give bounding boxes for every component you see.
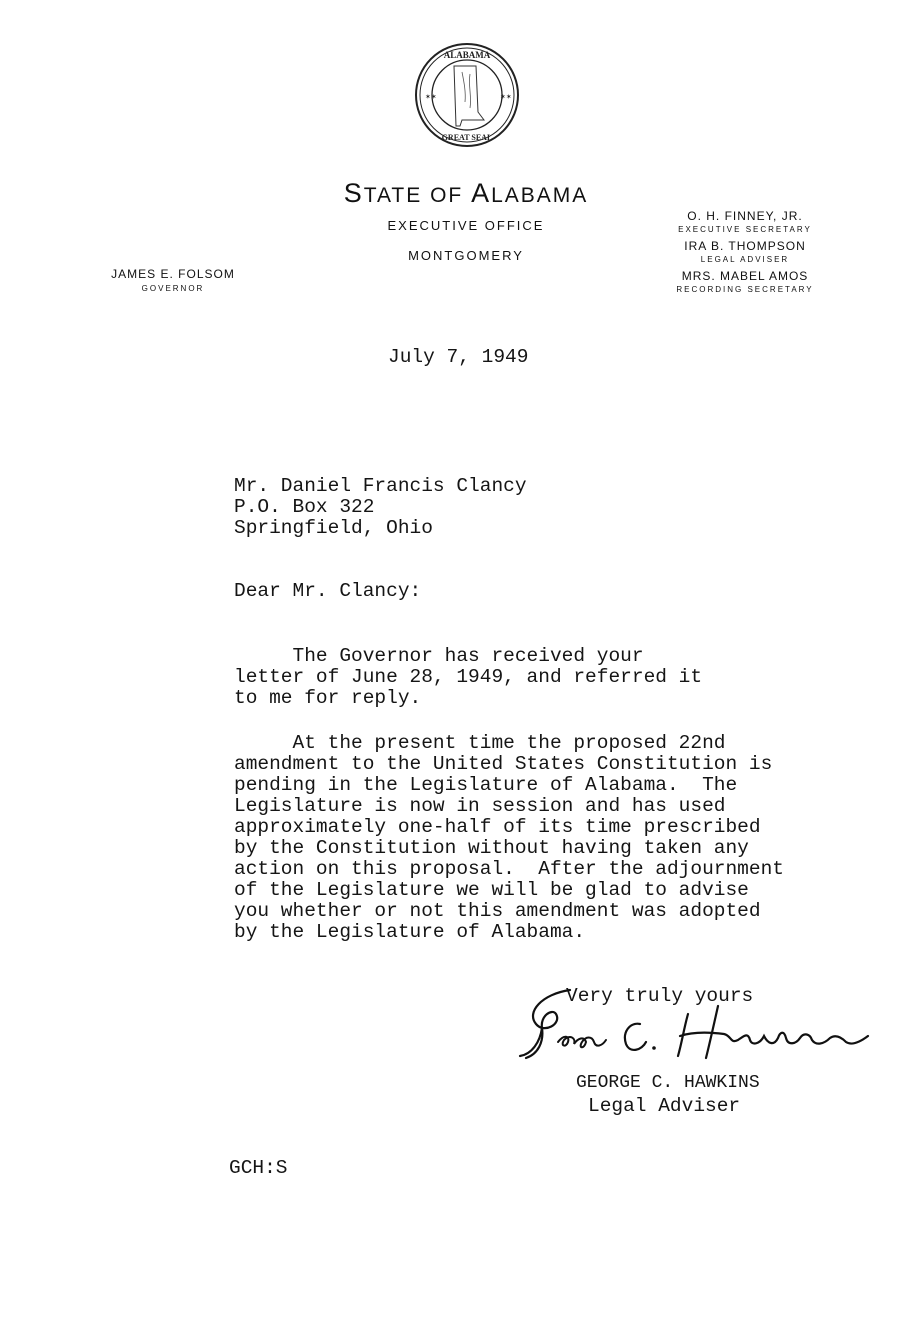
letter-date: July 7, 1949 — [388, 346, 529, 368]
paragraph-1-line-2: letter of June 28, 1949, and referred it — [234, 666, 703, 688]
paragraph-2-line-5: approximately one-half of its time prescribed — [234, 816, 761, 838]
staff-title-1: EXECUTIVE SECRETARY — [678, 225, 812, 234]
staff-name-2: IRA B. THOMPSON — [684, 239, 806, 253]
letterhead-title — [0, 178, 918, 209]
letterhead-city: MONTGOMERY — [408, 248, 524, 263]
recipient-city: Springfield, Ohio — [234, 517, 433, 539]
svg-text:✶✶: ✶✶ — [425, 93, 437, 101]
staff-title-3: RECORDING SECRETARY — [676, 285, 814, 294]
closing: Very truly yours — [566, 985, 754, 1007]
seal-text-top: ALABAMA — [443, 50, 491, 60]
governor-name: JAMES E. FOLSOM — [111, 267, 235, 281]
salutation: Dear Mr. Clancy: — [234, 580, 422, 602]
staff-name-1: O. H. FINNEY, JR. — [687, 209, 803, 223]
paragraph-2-line-2: amendment to the United States Constitution is — [234, 753, 773, 775]
paragraph-2-line-3: pending in the Legislature of Alabama. The — [234, 774, 738, 796]
paragraph-2-line-8: of the Legislature we will be glad to advise — [234, 879, 749, 901]
paragraph-2-line-4: Legislature is now in session and has used — [234, 795, 726, 817]
reference-initials: GCH:S — [229, 1157, 288, 1179]
seal-text-bottom: GREAT SEAL — [441, 133, 493, 142]
governor-title: GOVERNOR — [141, 284, 205, 293]
paragraph-2-line-7: action on this proposal. After the adjournment — [234, 858, 784, 880]
letterhead-title-part-2: LABAMA — [491, 184, 589, 207]
recipient-box: P.O. Box 322 — [234, 496, 375, 518]
recipient-name: Mr. Daniel Francis Clancy — [234, 475, 527, 497]
svg-text:✶✶: ✶✶ — [500, 93, 512, 101]
staff-name-3: MRS. MABEL AMOS — [681, 269, 809, 283]
alabama-great-seal — [414, 42, 520, 148]
signer-name: GEORGE C. HAWKINS — [576, 1073, 760, 1093]
paragraph-1-line-3: to me for reply. — [234, 687, 422, 709]
paragraph-1-line-1: The Governor has received your — [234, 645, 644, 667]
paragraph-2-line-6: by the Constitution without having taken any — [234, 837, 749, 859]
signer-title: Legal Adviser — [588, 1095, 741, 1117]
letterhead-title-initial-a: A — [471, 178, 492, 208]
staff-title-2: LEGAL ADVISER — [700, 255, 790, 264]
letterhead-title-initial: S — [343, 178, 364, 208]
handwritten-signature — [512, 984, 882, 1074]
paragraph-2-line-10: by the Legislature of Alabama. — [234, 921, 586, 943]
paragraph-2-line-1: At the present time the proposed 22nd — [234, 732, 726, 754]
letterhead-title-part: TATE OF — [363, 184, 472, 207]
paragraph-2-line-9: you whether or not this amendment was adopted — [234, 900, 761, 922]
letterhead-office: EXECUTIVE OFFICE — [387, 218, 545, 233]
